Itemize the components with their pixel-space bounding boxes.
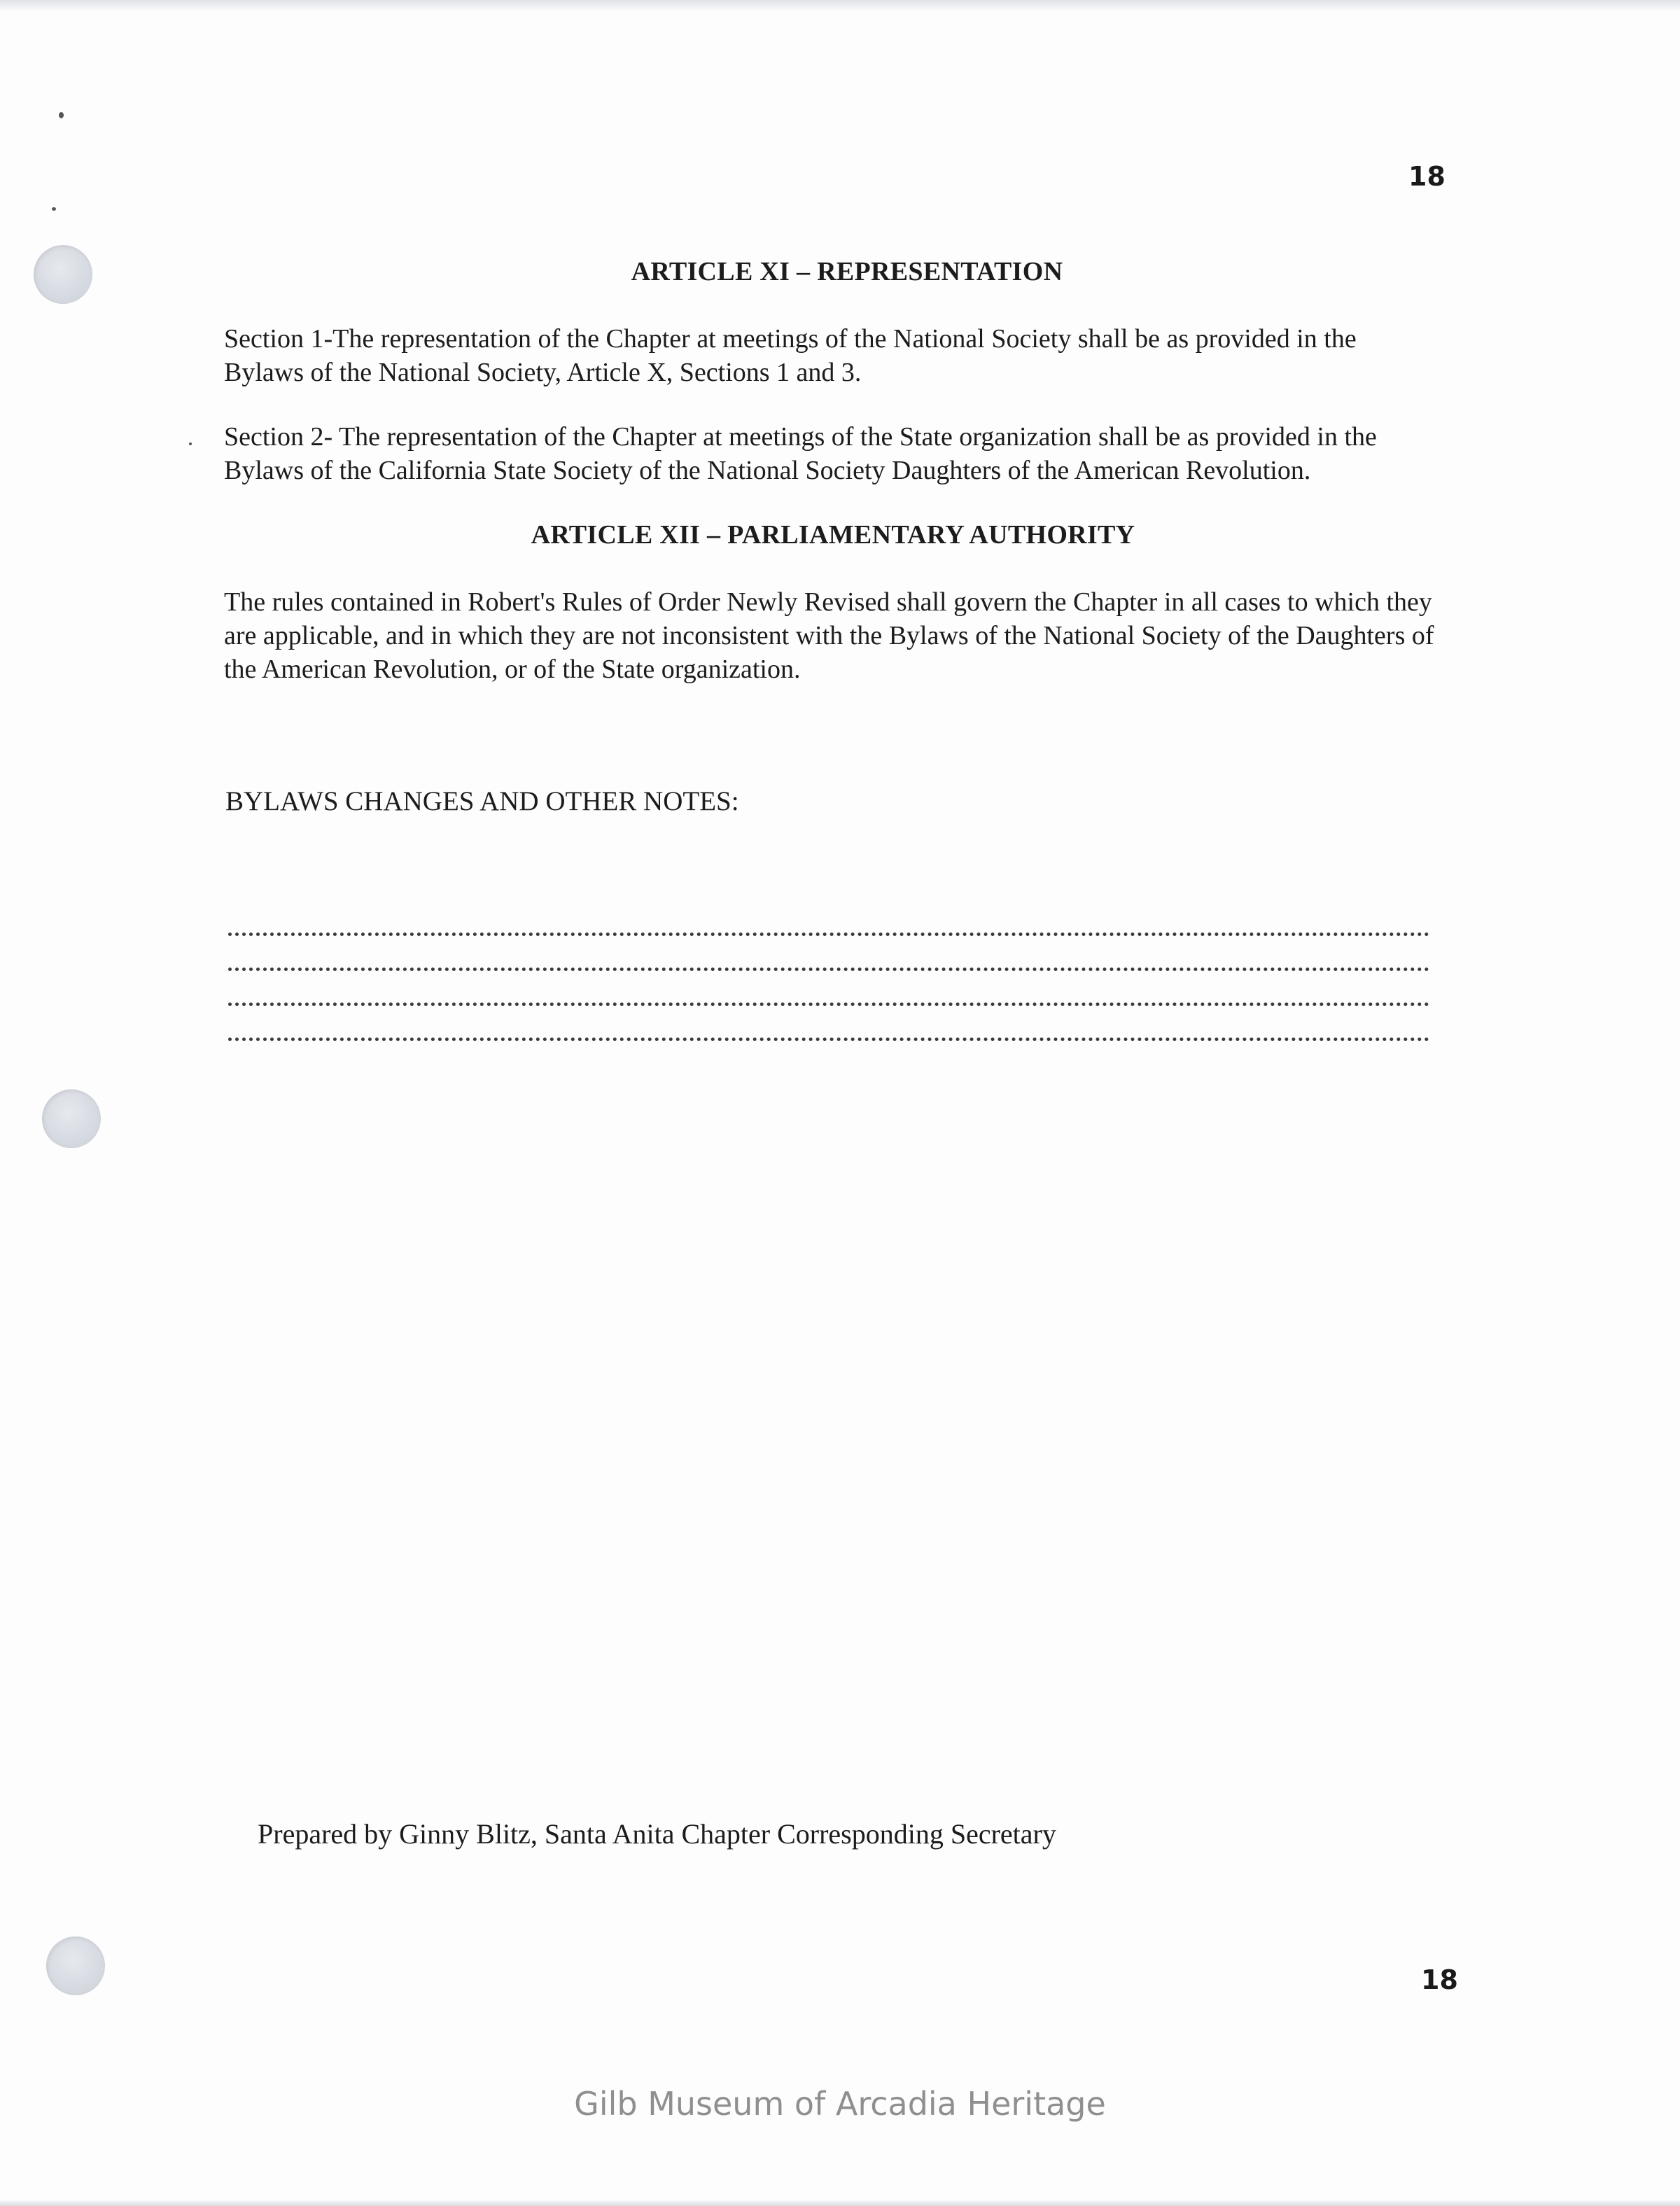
notes-blank-line	[228, 933, 1429, 936]
notes-blank-line	[228, 1003, 1429, 1006]
scan-top-edge	[0, 0, 1680, 10]
page-number-top: 18	[1408, 161, 1446, 192]
scan-speck	[189, 442, 192, 445]
prepared-by-line: Prepared by Ginny Blitz, Santa Anita Chapter Corresponding Secretary	[258, 1818, 1056, 1850]
article-xi-section-1: Section 1-The representation of the Chapter at meetings of the National Society shall be as provided in the Bylaws of the National Society, Article X, Sections 1 and 3.	[224, 324, 1357, 387]
page-number-bottom: 18	[1421, 1964, 1458, 1995]
notes-label: BYLAWS CHANGES AND OTHER NOTES:	[225, 786, 739, 816]
punch-hole-middle	[42, 1089, 101, 1148]
scan-bottom-edge	[0, 2200, 1680, 2206]
watermark: Gilb Museum of Arcadia Heritage	[574, 2085, 1106, 2123]
scan-speck	[59, 112, 64, 118]
article-xii-heading: ARTICLE XII – PARLIAMENTARY AUTHORITY	[531, 520, 1135, 550]
scan-speck	[52, 207, 56, 211]
notes-blank-line	[228, 1038, 1429, 1041]
article-xii-body: The rules contained in Robert's Rules of Order Newly Revised shall govern the Chapter in all cases to which they are applicable, and in which they are not inconsistent with the Bylaws of the National Society of the Daughters of the American Revolution, or of the State organization.	[224, 587, 1434, 684]
article-xi-section-2: Section 2- The representation of the Chapter at meetings of the State organization shall be as provided in the Bylaws of the California State Society of the National Society Daughters of the American Revolution.	[224, 422, 1377, 485]
notes-blank-line	[228, 968, 1429, 971]
article-xi-heading: ARTICLE XI – REPRESENTATION	[631, 257, 1063, 286]
punch-hole-bottom	[46, 1936, 105, 1995]
